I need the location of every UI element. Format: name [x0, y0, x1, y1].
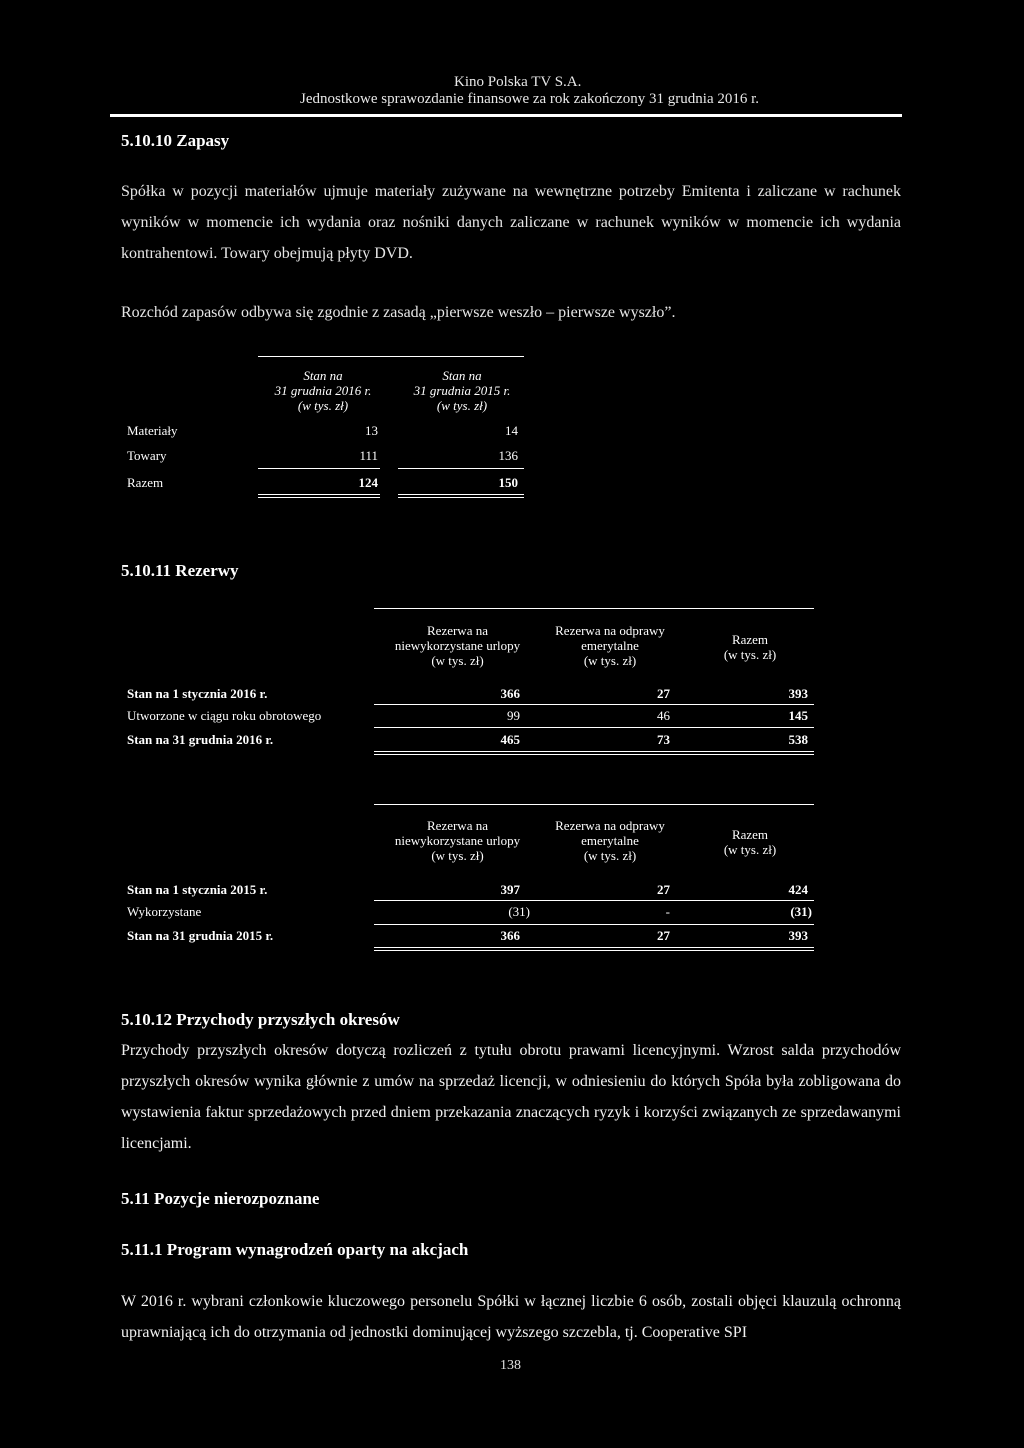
- col-header-holiday: Rezerwa na niewykorzystane urlopy (w tys. zł): [394, 818, 521, 863]
- table-top-rule: [374, 608, 814, 609]
- total-double-rule: [398, 497, 524, 498]
- section-heading-program: 5.11.1 Program wynagrodzeń oparty na akcjach: [121, 1240, 469, 1259]
- header-rule: [110, 114, 902, 117]
- value-total: 538: [788, 732, 808, 747]
- row-label: Stan na 31 grudnia 2015 r.: [127, 928, 274, 943]
- total-double-rule: [398, 494, 524, 495]
- section-heading-przychody: 5.10.12 Przychody przyszłych okresów: [121, 1010, 400, 1029]
- section-heading-zapasy: 5.10.10 Zapasy: [121, 131, 230, 150]
- value-total: 393: [788, 928, 808, 943]
- value-retirement: 73: [657, 732, 670, 747]
- row-label: Stan na 1 stycznia 2016 r.: [127, 686, 268, 701]
- row-label: Utworzone w ciągu roku obrotowego: [127, 708, 322, 723]
- header-company: Kino Polska TV S.A.: [454, 74, 582, 90]
- subtotal-rule: [258, 468, 380, 469]
- total-double-rule: [258, 497, 380, 498]
- paragraph-przychody: Przychody przyszłych okresów dotyczą rozliczeń z tytułu obrotu prawami licencyjnymi. Wzrost salda przychodów przyszłych okresów wynika głównie z umów na sprzedaż licencji, w odniesieniu do których Spóła była zobligowana do wystawienia faktur sprzedażowych przed dniem przekazania znaczących ryzyk i korzyści związanych ze sprzedawanymi licencjami.: [121, 1042, 901, 1152]
- value-total: 393: [788, 686, 808, 701]
- paragraph-zapasy-1: Spółka w pozycji materiałów ujmuje materiały zużywane na wewnętrzne potrzeby Emitenta i zaliczane w rachunek wyników w momencie ich wydania oraz nośniki danych zaliczane w rachunek wyników w momencie ich wydania kontrahentowi. Towary obejmują płyty DVD.: [121, 183, 901, 262]
- value-2016: 13: [365, 423, 378, 438]
- row-label: Materiały: [127, 423, 178, 438]
- total-double-rule: [374, 751, 814, 752]
- value-retirement: 46: [657, 708, 670, 723]
- value-2015: 136: [498, 448, 518, 463]
- paragraph-program: W 2016 r. wybrani członkowie kluczowego personelu Spółki w łącznej liczbie 6 osób, zostali objęci klauzulą ochronną uprawniającą ich do otrzymania od jednostki dominującej wyższego szczebla, tj. Cooperative SPI: [121, 1293, 901, 1341]
- subtotal-rule: [398, 468, 524, 469]
- value-holiday: 465: [500, 732, 520, 747]
- row-label: Stan na 1 stycznia 2015 r.: [127, 882, 268, 897]
- value-holiday: 397: [500, 882, 520, 897]
- header-subtitle: Jednostkowe sprawozdanie finansowe za rok zakończony 31 grudnia 2016 r.: [300, 91, 760, 107]
- row-label: Towary: [127, 448, 167, 463]
- value-retirement: 27: [657, 686, 670, 701]
- row-rule: [374, 704, 814, 705]
- paragraph-zapasy-2: Rozchód zapasów odbywa się zgodnie z zasadą „pierwsze weszło – pierwsze wyszło”.: [121, 304, 676, 321]
- row-label: Stan na 31 grudnia 2016 r.: [127, 732, 274, 747]
- col-header-2016: Stan na 31 grudnia 2016 r. (w tys. zł): [274, 368, 372, 413]
- value-holiday: 99: [507, 708, 520, 723]
- value-total: 145: [788, 708, 808, 723]
- total-double-rule: [258, 494, 380, 495]
- value-retirement: 27: [657, 882, 670, 897]
- col-header-retirement: Rezerwa na odprawy emerytalne (w tys. zł): [555, 623, 665, 668]
- col-header-retirement: Rezerwa na odprawy emerytalne (w tys. zł): [555, 818, 665, 863]
- value-retirement: -: [665, 904, 670, 919]
- value-2015: 150: [498, 475, 518, 490]
- value-holiday: 366: [500, 928, 520, 943]
- value-retirement: 27: [657, 928, 670, 943]
- total-double-rule: [374, 754, 814, 755]
- value-2016: 111: [359, 448, 378, 463]
- table-top-rule: [374, 804, 814, 805]
- section-heading-pozycje: 5.11 Pozycje nierozpoznane: [121, 1189, 320, 1208]
- value-total: (31): [790, 904, 812, 919]
- row-rule: [374, 727, 814, 728]
- col-header-total: Razem (w tys. zł): [723, 827, 777, 857]
- value-total: 424: [788, 882, 808, 897]
- value-2016: 124: [358, 475, 378, 490]
- row-rule: [374, 924, 814, 925]
- section-heading-rezerwy: 5.10.11 Rezerwy: [121, 561, 239, 580]
- col-header-2015: Stan na 31 grudnia 2015 r. (w tys. zł): [413, 368, 511, 413]
- value-holiday: 366: [500, 686, 520, 701]
- row-rule: [374, 900, 814, 901]
- value-2015: 14: [505, 423, 518, 438]
- table-top-rule: [258, 356, 524, 357]
- page-number: 138: [500, 1358, 521, 1373]
- row-label: Wykorzystane: [127, 904, 202, 919]
- row-label: Razem: [127, 475, 164, 490]
- col-header-holiday: Rezerwa na niewykorzystane urlopy (w tys. zł): [394, 623, 521, 668]
- total-double-rule: [374, 947, 814, 948]
- total-double-rule: [374, 950, 814, 951]
- col-header-total: Razem (w tys. zł): [723, 632, 777, 662]
- value-holiday: (31): [508, 904, 530, 919]
